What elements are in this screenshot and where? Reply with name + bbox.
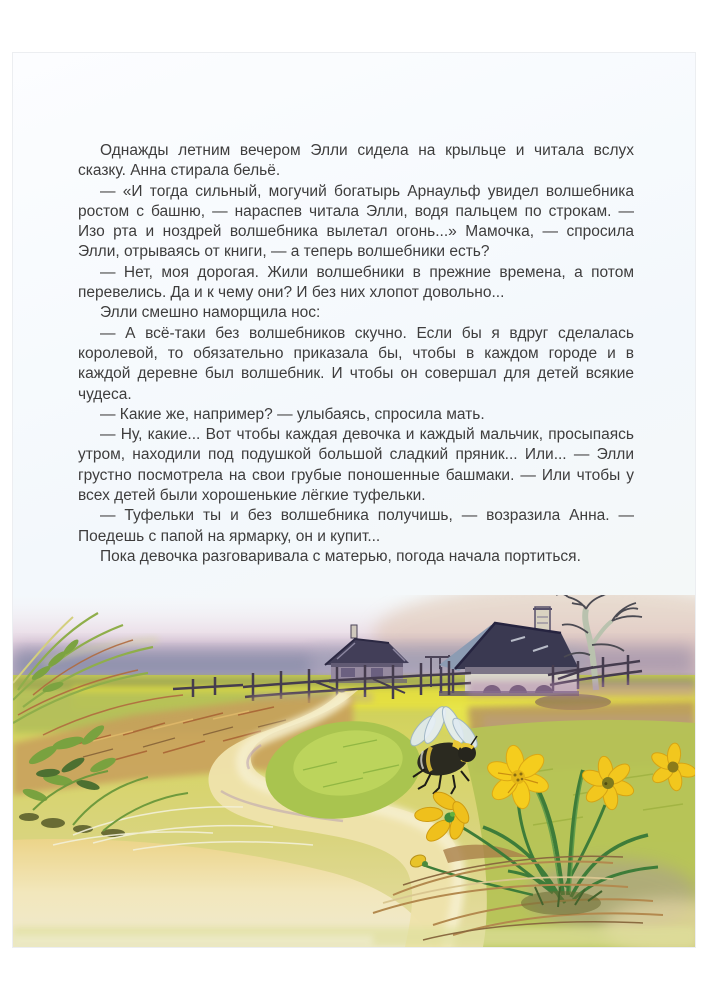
story-paragraph: Элли смешно наморщила нос:	[100, 304, 321, 322]
book-page	[13, 53, 695, 947]
story-paragraph: — Нет, моя дорогая. Жили волшебники в прежние времена, а потом перевелись. Да и к чему они? И без них хлопот довольно...	[78, 263, 634, 302]
story-paragraph: Пока девочка разговаривала с матерью, погода начала портиться.	[100, 547, 581, 565]
landscape-illustration	[13, 595, 695, 947]
story-paragraph: — Какие же, например? — улыбаясь, спросила мать.	[100, 405, 485, 423]
story-text	[78, 141, 634, 567]
story-paragraph: — А всё-таки без волшебников скучно. Если бы я вдруг сделалась королевой, то обязательно приказала бы, чтобы в каждом городе и в каждой деревне был волшебник. И чтобы он совершал для детей всякие чудеса.	[78, 324, 634, 403]
story-paragraph: — «И тогда сильный, могучий богатырь Арнаульф увидел волшебника ростом с башню, — нараспев читала Элли, водя пальцем по строкам. — Изо рта и ноздрей волшебника вылетал огонь...» Мамочка, — спросила Элли, отрываясь от книги, — а теперь волшебники есть?	[78, 182, 634, 261]
story-paragraph: Однажды летним вечером Элли сидела на крыльце и читала вслух сказку. Анна стирала бельё.	[78, 142, 634, 180]
story-paragraph: — Ну, какие... Вот чтобы каждая девочка и каждый мальчик, просыпаясь утром, находили под подушкой большой сладкий пряник... Или... — Элли грустно посмотрела на свои грубые поношенные башмаки. — Или чтобы у всех детей были хорошенькие лёгкие туфельки.	[78, 426, 634, 505]
story-paragraph: — Туфельки ты и без волшебника получишь, — возразила Анна. — Поедешь с папой на ярмарку, он и купит...	[78, 507, 634, 545]
